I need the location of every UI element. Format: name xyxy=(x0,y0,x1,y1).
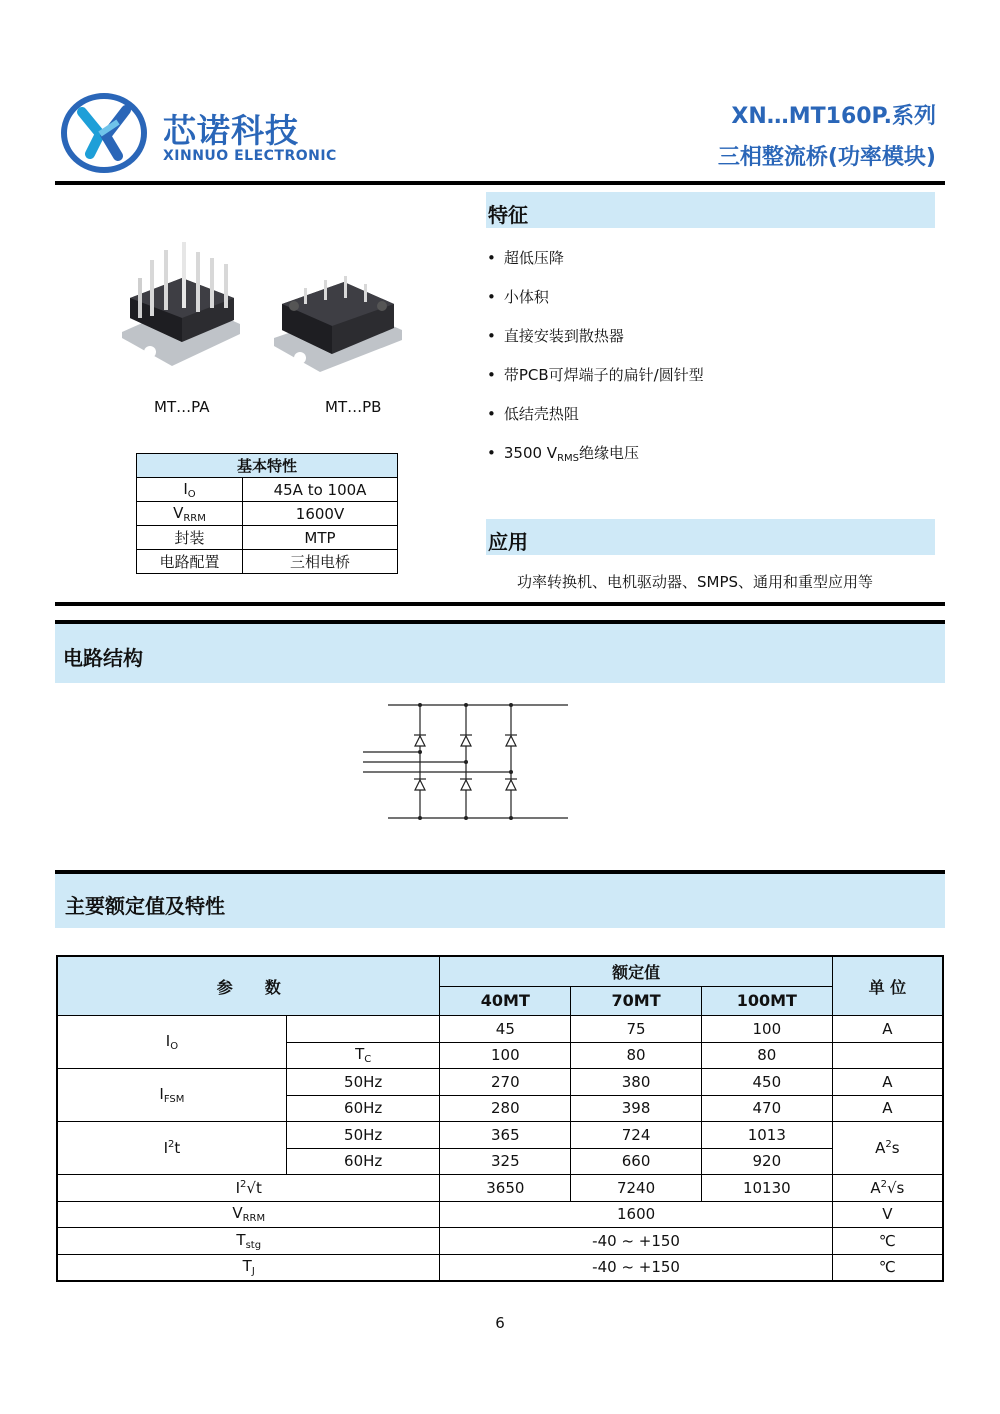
value-cell: 270 xyxy=(440,1069,571,1096)
circuit-header xyxy=(55,624,945,683)
unit-cell xyxy=(832,1042,943,1069)
param-i2rt: $I^2√t$ xyxy=(57,1175,440,1202)
cond-tc: $T_C$ xyxy=(286,1042,440,1069)
value-cell: -40 ~ +150 xyxy=(440,1228,832,1255)
list-item: • 直接安装到散热器 xyxy=(487,325,704,364)
header-divider xyxy=(55,181,945,185)
value-cell: 100 xyxy=(440,1042,571,1069)
value-cell: 1600 xyxy=(440,1201,832,1228)
param-vrrm: $V_{RRM}$ xyxy=(57,1201,440,1228)
list-item: • 带PCB可焊端子的扁针/圆针型 xyxy=(487,364,704,403)
basic-param: I xyxy=(183,479,188,498)
company-logo xyxy=(60,92,148,174)
ratings-title: 主要额定值及特性 xyxy=(65,894,225,918)
features-list xyxy=(487,247,704,481)
features-header xyxy=(486,192,935,228)
cond-cell: 50Hz xyxy=(286,1069,440,1096)
brand-name-cn: 芯诺科技 xyxy=(163,111,299,150)
basic-param: V xyxy=(173,503,184,522)
cond-cell: 60Hz xyxy=(286,1095,440,1122)
basic-value: 1600V xyxy=(243,502,398,526)
basic-table-title: 基本特性 xyxy=(137,454,398,478)
application-title: 应用 xyxy=(488,530,528,554)
unit-cell: V xyxy=(832,1201,943,1228)
unit-cell: $A^2s$ xyxy=(832,1122,943,1175)
unit-cell: ℃ xyxy=(832,1254,943,1281)
isolation-voltage: 3500 V xyxy=(503,444,558,462)
table-row xyxy=(137,550,398,574)
isolation-voltage-label: 绝缘电压 xyxy=(579,444,640,462)
value-cell: 7240 xyxy=(571,1175,702,1202)
page-number: 6 xyxy=(495,1314,505,1332)
ratings-header xyxy=(55,874,945,928)
list-item: • 小体积 xyxy=(487,286,704,325)
value-cell: 80 xyxy=(701,1042,832,1069)
list-item: • 低结壳热阻 xyxy=(487,403,704,442)
value-cell: 470 xyxy=(701,1095,832,1122)
rated-header: 额定值 xyxy=(440,956,832,986)
basic-param-sub: O xyxy=(187,488,196,500)
param-i2t: $I^2t$ xyxy=(57,1122,286,1175)
list-item xyxy=(487,442,704,481)
table-row xyxy=(57,1016,943,1043)
application-header xyxy=(486,519,935,555)
features-title: 特征 xyxy=(488,203,528,227)
value-cell: 10130 xyxy=(701,1175,832,1202)
basic-characteristics-table xyxy=(136,453,398,574)
value-cell: 398 xyxy=(571,1095,702,1122)
unit-cell: A xyxy=(832,1069,943,1096)
table-row xyxy=(137,526,398,550)
unit-cell: A xyxy=(832,1095,943,1122)
value-cell: 325 xyxy=(440,1148,571,1175)
param-header: 参 数 xyxy=(57,956,440,1016)
basic-param-sub: RRM xyxy=(183,512,206,524)
col-header-70mt: 70MT xyxy=(571,986,702,1015)
param-tstg: $T_{stg}$ xyxy=(57,1228,440,1255)
value-cell: 920 xyxy=(701,1148,832,1175)
value-cell: 380 xyxy=(571,1069,702,1096)
param-tj: $T_J$ xyxy=(57,1254,440,1281)
value-cell: 45 xyxy=(440,1016,571,1043)
list-item: • 超低压降 xyxy=(487,247,704,286)
table-row xyxy=(57,1254,943,1281)
param-ifsm: $I_{FSM}$ xyxy=(57,1069,286,1122)
value-cell: -40 ~ +150 xyxy=(440,1254,832,1281)
series-title: XN…MT160P.系列 xyxy=(731,104,936,129)
table-row xyxy=(57,1175,943,1202)
cond-cell: 50Hz xyxy=(286,1122,440,1149)
table-row xyxy=(57,1201,943,1228)
value-cell: 3650 xyxy=(440,1175,571,1202)
value-cell: 365 xyxy=(440,1122,571,1149)
cond-cell: 60Hz xyxy=(286,1148,440,1175)
value-cell: 75 xyxy=(571,1016,702,1043)
label-pb: MT…PB xyxy=(325,398,382,416)
value-cell: 1013 xyxy=(701,1122,832,1149)
value-cell: 724 xyxy=(571,1122,702,1149)
module-pa-image xyxy=(112,238,252,378)
unit-header: 单 位 xyxy=(832,956,943,1016)
ratings-table xyxy=(56,955,944,1282)
table-row xyxy=(57,1228,943,1255)
value-cell: 280 xyxy=(440,1095,571,1122)
table-row xyxy=(137,478,398,502)
unit-cell: $A^2√s$ xyxy=(832,1175,943,1202)
circuit-diagram xyxy=(360,700,572,824)
value-cell: 660 xyxy=(571,1148,702,1175)
brand-name-en: XINNUO ELECTRONIC xyxy=(163,148,337,164)
basic-value: MTP xyxy=(243,526,398,550)
module-pb-image xyxy=(270,268,410,380)
isolation-voltage-sub: RMS xyxy=(557,453,579,464)
basic-param: 封装 xyxy=(137,526,243,550)
label-pa: MT…PA xyxy=(154,398,210,416)
application-text: 功率转换机、电机驱动器、SMPS、通用和重型应用等 xyxy=(517,573,874,591)
section-divider xyxy=(55,602,945,606)
col-header-100mt: 100MT xyxy=(701,986,832,1015)
basic-value: 三相电桥 xyxy=(243,550,398,574)
value-cell: 100 xyxy=(701,1016,832,1043)
unit-cell: ℃ xyxy=(832,1228,943,1255)
table-row xyxy=(137,502,398,526)
table-row xyxy=(57,1122,943,1149)
basic-param: 电路配置 xyxy=(137,550,243,574)
circuit-title: 电路结构 xyxy=(63,646,143,670)
value-cell: 80 xyxy=(571,1042,702,1069)
param-io: $I_O$ xyxy=(57,1016,286,1069)
cond-cell xyxy=(286,1016,440,1043)
basic-value: 45A to 100A xyxy=(243,478,398,502)
col-header-40mt: 40MT xyxy=(440,986,571,1015)
unit-cell: A xyxy=(832,1016,943,1043)
value-cell: 450 xyxy=(701,1069,832,1096)
product-subtitle: 三相整流桥(功率模块) xyxy=(717,145,936,170)
table-row xyxy=(57,1069,943,1096)
